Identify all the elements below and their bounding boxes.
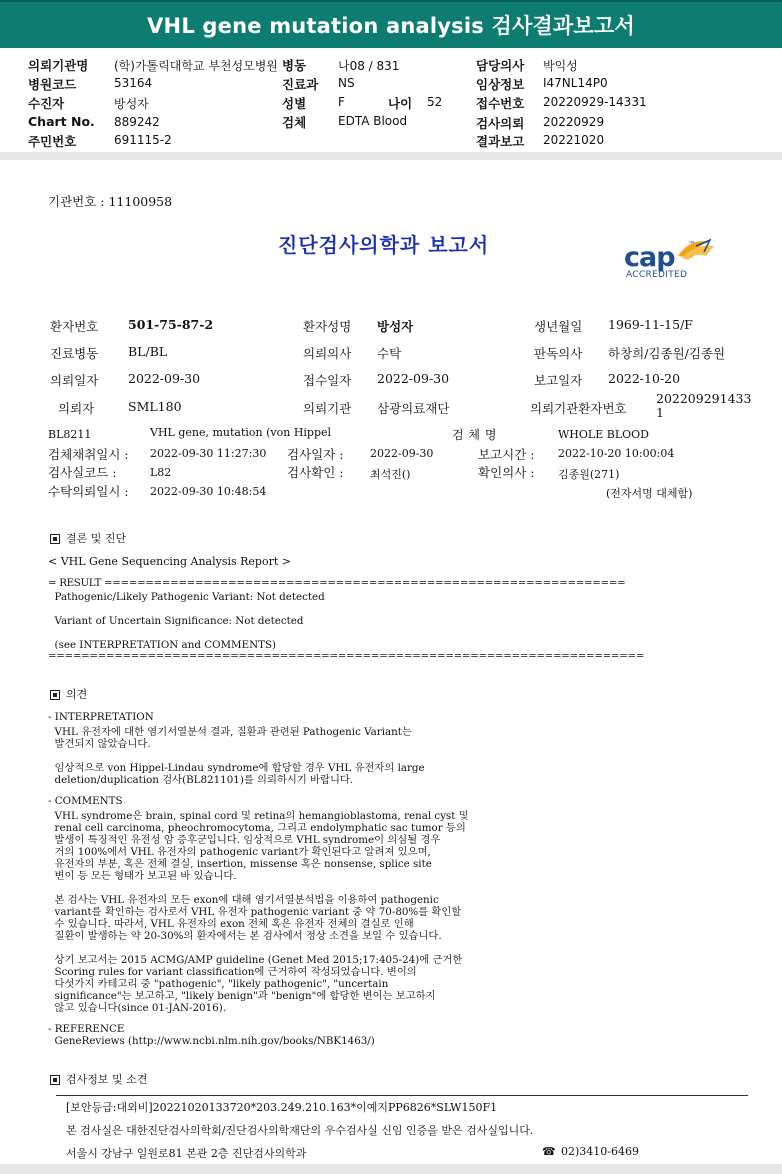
label-institution-patient-no: 의뢰기관환자번호 [530,401,627,416]
value-institution-patient-no: 202209291433 [656,391,752,406]
certification-note: 본 검사실은 대한진단검사의학회/진단검사의학재단의 우수검사실 신임 인증을 받은 검사실입니다. [66,1124,534,1137]
comments-line: 유전자의 부분, 혹은 전체 결실, insertion, missense 혹은 nonsense, splice site [48,858,432,870]
comments-line: 않고 있습니다(since 01-JAN-2016). [48,1002,226,1014]
comments-line: VHL syndrome은 brain, spinal cord 및 retina의 hemangioblastoma, renal cyst 및 [48,810,469,822]
comments-head: - COMMENTS [48,795,123,807]
comments-line: renal cell carcinoma, pheochromocytoma, 그리고 endolymphatic sac tumor 등의 [48,822,466,834]
value-report-date: 2022-10-20 [608,371,681,386]
value-hospital-code: 53164 [114,76,153,90]
label-care-ward: 진료병동 [50,346,99,361]
label-request-date: 의뢰일자 [50,373,99,388]
result-pathogenic: Pathogenic/Likely Pathogenic Variant: Not detected [48,591,325,603]
comments-line: Scoring rules for variant classification에 근거하여 작성되었습니다. 변이의 [48,966,417,978]
label-confirm-doctor: 확인의사 : [478,465,535,480]
label-test-date: 검사일자 : [287,447,344,462]
interpretation-line: 임상적으로 von Hippel-Lindau syndrome에 합당할 경우 VHL 유전자의 large [48,762,425,774]
value-sex: F [338,95,345,109]
label-test-confirm: 검사확인 : [287,465,344,480]
lab-phone: 02)3410-6469 [561,1145,639,1158]
cap-reg-mark: ™ [688,240,696,249]
label-ordering-physician: 의뢰의사 [303,346,352,361]
cap-accredited-text: ACCREDITED [626,270,688,280]
result-see-interpretation: (see INTERPRETATION and COMMENTS) [48,639,277,651]
value-birth-date: 1969-11-15/F [608,317,693,332]
label-receipt-date: 접수일자 [303,373,352,388]
reference-head: - REFERENCE [48,1023,125,1035]
comments-line: 본 검사는 VHL 유전자의 모든 exon에 대해 염기서열분석법을 이용하여 pathogenic [48,894,439,906]
test-code: BL8211 [48,428,92,441]
comments-line: 발생이 특징적인 유전성 암 증후군입니다. 임상적으로 VHL syndrome이 의심될 경우 [48,834,441,846]
label-examinee: 수진자 [28,96,65,111]
value-test-request: 20220929 [543,115,605,129]
report-banner [0,0,782,48]
label-reading-physician: 판독의사 [534,346,583,361]
value-reading-physician: 하창희/김종원/김종원 [608,346,726,361]
comments-line: 다섯가지 카테고리 중 "pathogenic", "likely pathogenic", "uncertain [48,978,389,990]
interpretation-head: - INTERPRETATION [48,711,154,723]
label-report-date: 보고일자 [534,373,583,388]
comments-line: variant를 확인하는 검사로서 VHL 유전자 pathogenic variant 중 약 70-80%를 확인할 [48,906,462,918]
value-age: 52 [427,95,443,109]
document-title: 진단검사의학과 보고서 [278,233,490,257]
value-request-time: 2022-09-30 10:48:54 [150,485,267,498]
section-opinion [50,686,87,702]
value-specimen-name: WHOLE BLOOD [558,428,649,441]
label-requester-org: 의뢰기관명 [28,58,89,73]
section-conclusion [50,530,126,546]
label-specimen: 검체 [282,115,307,130]
label-sex: 성별 [282,96,307,111]
comments-line: 거의 100%에서 VHL 유전자의 pathogenic variant가 확인된다고 알려져 있으며, [48,846,431,858]
bottom-margin [0,1164,782,1174]
value-department: NS [338,76,355,90]
value-collect-time: 2022-09-30 11:27:30 [150,447,267,460]
value-requester: SML180 [128,399,182,414]
comments-line: 상기 보고서는 2015 ACMG/AMP guideline (Genet Med 2015;17:405-24)에 근거한 [48,954,463,966]
interpretation-line: deletion/duplication 검사(BL821101)를 의뢰하시기 바랍니다. [48,774,354,786]
value-specimen: EDTA Blood [338,114,408,128]
label-receipt-no: 접수번호 [476,96,525,111]
section-conclusion-title: 결론 및 진단 [66,532,127,545]
header-divider [0,152,782,160]
value-clinical-info: I47NL14P0 [543,76,608,90]
label-requesting-institution: 의뢰기관 [303,401,352,416]
result-vus: Variant of Uncertain Significance: Not detected [48,615,304,627]
label-department: 진료과 [282,77,319,92]
value-resident-no: 691115-2 [114,133,172,147]
value-patient-name: 방성자 [377,319,414,334]
value-examinee: 방성자 [114,97,149,111]
section-opinion-title: 의견 [66,688,88,701]
phone-icon: ☎ [542,1145,556,1158]
section-bullet-icon [50,690,60,700]
label-patient-name: 환자성명 [303,319,352,334]
label-hospital-code: 병원코드 [28,77,77,92]
value-test-confirm: 최석진() [370,468,411,481]
comments-line: 변이 등 모든 형태가 보고된 바 있습니다. [48,870,237,882]
label-resident-no: 주민번호 [28,134,77,149]
cap-accredited-logo [622,236,722,282]
section-bullet-icon [50,534,60,544]
value-institution-patient-no-cont: 1 [656,405,664,420]
value-requesting-institution: 삼광의료재단 [377,401,450,416]
security-line: [보안등급:대외비]20221020133720*203.249.210.163*이예지PP6826*SLW150F1 [66,1101,498,1114]
value-care-ward: BL/BL [128,344,168,359]
label-physician: 담당의사 [476,58,525,73]
value-receipt-date: 2022-09-30 [377,371,450,386]
cap-brand-text: cap [624,242,675,273]
label-patient-no: 환자번호 [50,319,99,334]
label-test-request: 검사의뢰 [476,116,525,131]
comments-line: 수 있습니다. 따라서, VHL 유전자의 exon 전체 혹은 유전자 전체의 결실로 인해 [48,918,414,930]
label-requester: 의뢰자 [58,401,95,416]
result-line-start: = RESULT =============================================================== [48,577,626,589]
section-test-findings-title: 검사정보 및 소견 [66,1073,148,1086]
label-result-report: 결과보고 [476,134,525,149]
section-bullet-icon [50,1075,60,1085]
label-ward: 병동 [282,58,307,73]
lab-address: 서울시 강남구 일원로81 본관 2층 진단검사의학과 [66,1147,307,1160]
value-chart-no: 889242 [114,115,160,129]
label-collect-time: 검체채취일시 : [48,447,129,462]
comments-line: 질환이 발생하는 약 20-30%의 환자에서는 본 검사에서 정상 소견을 보일 수 있습니다. [48,930,442,942]
value-result-report: 20221020 [543,133,605,147]
label-request-time: 수탁의뢰일시 : [48,484,129,499]
label-chart-no: Chart No. [28,114,95,129]
label-clinical-info: 임상정보 [476,77,525,92]
section-test-findings [50,1071,147,1087]
label-birth-date: 생년월일 [534,319,583,334]
label-specimen-name: 검 체 명 [452,428,497,442]
footer-divider [56,1095,748,1096]
value-request-date: 2022-09-30 [128,371,201,386]
institution-number: 기관번호 : 11100958 [48,194,173,209]
value-confirm-doctor: 김종원(271) [558,468,620,481]
reference-line: GeneReviews (http://www.ncbi.nlm.nih.gov/books/NBK1463/) [48,1035,375,1047]
label-age: 나이 [388,96,413,111]
value-ward: 나08 / 831 [338,59,400,73]
banner-title: VHL gene mutation analysis 검사결과보고서 [147,14,635,38]
value-physician: 박익성 [543,59,578,73]
label-lab-code: 검사실코드 : [48,465,117,480]
test-name: VHL gene, mutation (von Hippel [150,426,332,439]
interpretation-line: VHL 유전자에 대한 염기서열분석 결과, 질환과 관련된 Pathogenic Variant는 [48,726,412,738]
esign-note: (전자서명 대체함) [606,487,693,500]
label-report-time: 보고시간 : [478,447,535,462]
comments-line: significance"는 보고하고, "likely benign"과 "benign"에 합당한 변이는 보고하지 [48,990,436,1002]
interpretation-line: 발견되지 않았습니다. [48,738,151,750]
value-test-date: 2022-09-30 [370,447,434,460]
value-lab-code: L82 [150,466,172,479]
value-ordering-physician: 수탁 [377,346,402,361]
report-header: < VHL Gene Sequencing Analysis Report > [48,555,291,568]
result-line-end: ======================================================================== [48,650,644,662]
value-report-time: 2022-10-20 10:00:04 [558,447,675,460]
value-requester-org: (학)가톨릭대학교 부천성모병원 [114,59,278,73]
value-patient-no: 501-75-87-2 [128,317,214,332]
value-receipt-no: 20220929-14331 [543,95,647,109]
